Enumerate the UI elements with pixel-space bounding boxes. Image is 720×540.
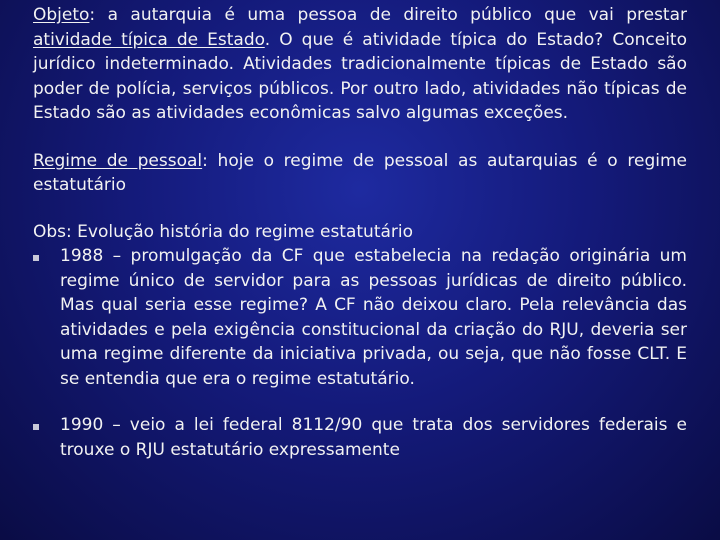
regime-label: Regime de pessoal: [33, 150, 203, 171]
square-bullet-icon: [33, 255, 39, 261]
paragraph-objeto: [33, 3, 687, 126]
regime-text: : hoje o regime de pessoal as autarquias é o regime estatutário: [33, 150, 687, 195]
list-item-text: 1990 – veio a lei federal 8112/90 que trata dos servidores federais e trouxe o RJU estatutário expressamente: [60, 415, 687, 460]
objeto-text: : a autarquia é uma pessoa de direito público que vai prestar: [89, 5, 687, 25]
atividade-tipica-term: atividade típica de Estado: [33, 29, 265, 50]
objeto-rest: . O que é atividade típica do Estado? Conceito jurídico indeterminado. Atividades tradicionalmente típicas de Estado são poder de polícia, serviços públicos. Por outro lado, atividades não típicas de Estado são as atividades econômicas salvo algumas exceções.: [33, 29, 687, 123]
list-item-text: 1988 – promulgação da CF que estabelecia na redação originária um regime único de servidor para as pessoas jurídicas de direito público. Mas qual seria esse regime? A CF não deixou claro. Pela relevância das atividades e pela exigência constitucional da criação do RJU, deveria ser uma regime diferente da iniciativa privada, ou seja, que não fosse CLT. E se entendia que era o regime estatutário.: [60, 246, 687, 389]
obs-section: [33, 220, 687, 463]
obs-list: [33, 244, 687, 462]
square-bullet-icon: [33, 424, 39, 430]
paragraph-regime: [33, 149, 687, 198]
list-item: [33, 413, 687, 462]
obs-heading: Obs: Evolução história do regime estatutário: [33, 221, 414, 242]
objeto-label: Objeto: [33, 5, 90, 25]
list-item: [33, 244, 687, 391]
